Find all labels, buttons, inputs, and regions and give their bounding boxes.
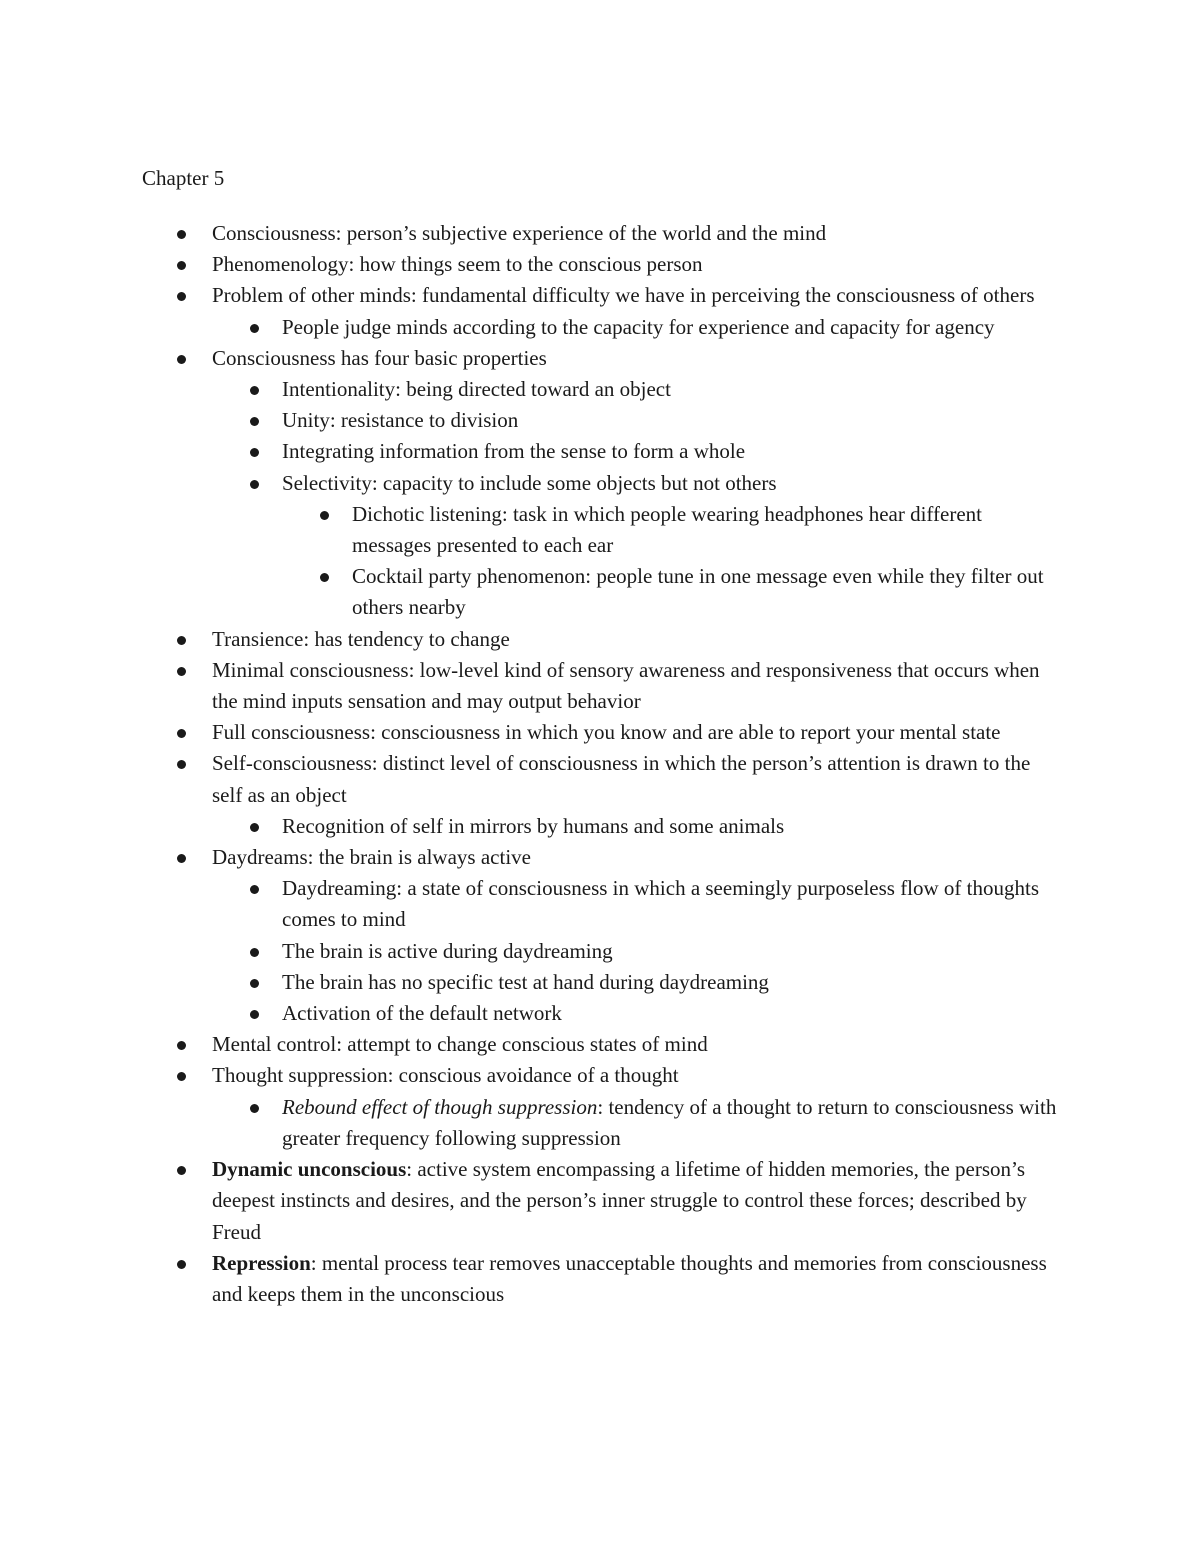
list-item-text: : mental process tear removes unacceptable thoughts and memories from consciousness and keeps them in the unconscious	[212, 1250, 1047, 1306]
list-item	[0, 998, 1062, 1029]
list-item	[0, 343, 1062, 374]
list-item-text: Transience: has tendency to change	[212, 626, 510, 651]
list-item	[0, 811, 1062, 842]
list-item	[0, 280, 1062, 311]
list-item	[0, 748, 1062, 810]
list-item-text: The brain is active during daydreaming	[282, 938, 613, 963]
list-item	[0, 873, 1062, 935]
list-item	[0, 717, 1062, 748]
list-item	[0, 468, 1062, 499]
list-item-text: Selectivity: capacity to include some objects but not others	[282, 470, 777, 495]
notes-list	[0, 218, 1200, 1310]
list-item-term: Repression	[212, 1250, 311, 1275]
list-item	[0, 842, 1062, 873]
list-item	[0, 1248, 1062, 1310]
list-item	[0, 436, 1062, 467]
list-item-text: Mental control: attempt to change conscious states of mind	[212, 1032, 708, 1057]
list-item-text: Consciousness: person’s subjective experience of the world and the mind	[212, 221, 827, 245]
list-item	[0, 655, 1062, 717]
list-item-text: Recognition of self in mirrors by humans and some animals	[282, 813, 785, 838]
page-title: Chapter 5	[142, 166, 225, 190]
list-item	[0, 249, 1062, 280]
list-item	[0, 936, 1062, 967]
list-item-text: Intentionality: being directed toward an object	[282, 377, 671, 402]
list-item	[0, 374, 1062, 405]
list-item	[0, 1029, 1062, 1060]
list-item	[0, 1060, 1062, 1091]
list-item-text: Thought suppression: conscious avoidance of a thought	[212, 1063, 679, 1088]
list-item	[0, 312, 1062, 343]
list-item	[0, 624, 1062, 655]
list-item	[0, 561, 1064, 623]
list-item	[0, 405, 1062, 436]
list-item	[0, 218, 1062, 249]
list-item-text: People judge minds according to the capacity for experience and capacity for agency	[282, 314, 995, 339]
list-item-term: Dynamic unconscious	[212, 1157, 407, 1182]
list-item-text: Consciousness has four basic properties	[212, 345, 547, 370]
list-item-text: The brain has no specific test at hand during daydreaming	[282, 969, 769, 994]
list-item	[0, 499, 1064, 561]
list-item-text: Phenomenology: how things seem to the conscious person	[212, 252, 703, 277]
list-item-text: Daydreaming: a state of consciousness in which a seemingly purposeless flow of thoughts comes to mind	[282, 876, 1040, 932]
list-item-text: Cocktail party phenomenon: people tune in one message even while they filter out others nearby	[352, 564, 1044, 620]
list-item-text: Full consciousness: consciousness in which you know and are able to report your mental state	[212, 720, 1001, 745]
list-item-text: Self-consciousness: distinct level of consciousness in which the person’s attention is drawn to the self as an object	[212, 751, 1031, 807]
list-item-text: Problem of other minds: fundamental difficulty we have in perceiving the consciousness of others	[212, 283, 1035, 308]
list-item-text: Daydreams: the brain is always active	[212, 845, 531, 870]
list-item	[0, 1092, 1062, 1154]
list-item-text: Dichotic listening: task in which people wearing headphones hear different messages presented to each ear	[352, 501, 982, 558]
list-item-text: Minimal consciousness: low-level kind of sensory awareness and responsiveness that occurs when the mind inputs sensation and may output behavior	[212, 657, 1040, 714]
list-item-text: Unity: resistance to division	[282, 408, 519, 433]
list-item	[0, 1154, 1062, 1248]
list-item-text: Activation of the default network	[282, 1001, 562, 1026]
list-item-text: : tendency of a thought to return to consciousness with greater frequency following suppression	[282, 1094, 1057, 1150]
list-item-text: Integrating information from the sense to form a whole	[282, 439, 746, 464]
list-item	[0, 967, 1062, 998]
list-item-text: : active system encompassing a lifetime of hidden memories, the person’s deepest instincts and desires, and the person’s inner struggle to control these forces; described by Freud	[212, 1157, 1027, 1244]
list-item-term: Rebound effect of though suppression	[282, 1094, 598, 1119]
